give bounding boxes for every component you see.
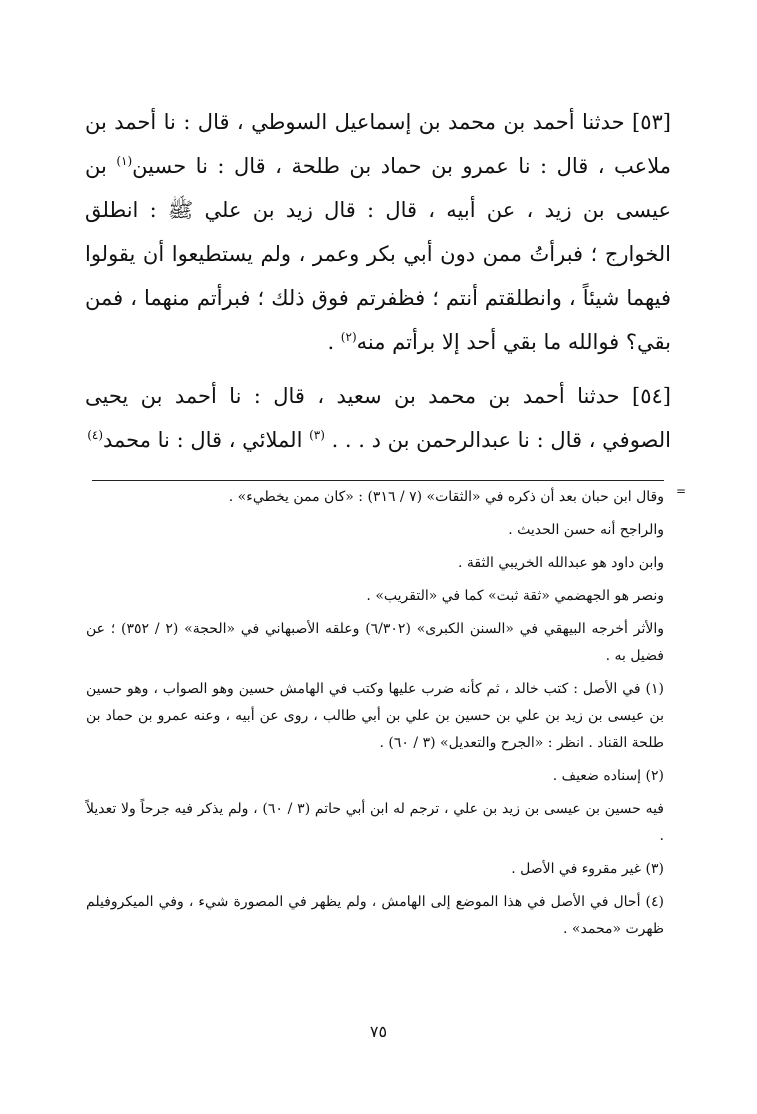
p54-text-2: الملائي ، قال : نا محمد bbox=[103, 428, 310, 452]
footnote-ref-3: (٣) bbox=[309, 428, 325, 442]
footnotes bbox=[86, 484, 664, 949]
footnote-line: والراجح أنه حسن الحديث . bbox=[508, 522, 664, 538]
footnote-2: (٢) إسناده ضعيف . bbox=[552, 768, 664, 784]
footnote-2-detail: فيه حسين بن عيسى بن زيد بن علي ، ترجم له ابن أبي حاتم (٣ / ٦٠) ، ولم يذكر فيه جرحاً ولا تعديلاً . bbox=[86, 801, 664, 844]
footnote-4: (٤) أحال في الأصل في هذا الموضع إلى الهامش ، ولم يظهر في المصورة شيء ، وفي الميكروفيلم ظهرت «محمد» . bbox=[86, 894, 664, 937]
main-text bbox=[85, 100, 671, 472]
p53-text-3: . bbox=[327, 330, 341, 354]
p54-text-1: [٥٤] حدثنا أحمد بن محمد بن سعيد ، قال : نا أحمد بن يحيى الصوفي ، قال : نا عبدالرحمن بن د . . . bbox=[85, 384, 671, 452]
paragraph-54 bbox=[85, 374, 671, 462]
footnote-separator bbox=[92, 480, 664, 481]
p53-text-2: بن عيسى بن زيد ، عن أبيه ، قال : قال زيد بن علي ﷺ : انطلق الخوارج ؛ فبرأتُ ممن دون أبي بكر وعمر ، ولم يستطيعوا أن يقولوا فيهما شيئاً ، وانطلقتم أنتم ؛ فظفرتم فوق ذلك ؛ فبرأتم منهما ، فمن بقي؟ فوالله ما بقي أحد إلا برأتم منه bbox=[85, 154, 671, 354]
footnote-ref-2: (٢) bbox=[340, 330, 357, 344]
continuation-mark: = bbox=[676, 484, 687, 498]
footnote-line: والأثر أخرجه البيهقي في «السنن الكبرى» (٦/٣٠٢) وعلقه الأصبهاني في «الحجة» (٢ / ٣٥٢) ؛ عن فضيل به . bbox=[86, 621, 664, 664]
p53-text-1: [٥٣] حدثنا أحمد بن محمد بن إسماعيل السوطي ، قال : نا أحمد بن ملاعب ، قال : نا عمرو بن حماد بن طلحة ، قال : نا حسين bbox=[85, 110, 671, 178]
footnote-1: (١) في الأصل : كتب خالد ، ثم كأنه ضرب عليها وكتب في الهامش حسين وهو الصواب ، وهو حسين بن عيسى بن زيد بن علي بن حسين بن علي بن أبي طالب ، روى عن أبيه ، وعنه عمرو بن حماد بن طلحة القناد . انظر : «الجرح والتعديل» (٣ / ٦٠) . bbox=[86, 681, 664, 751]
footnote-ref-1: (١) bbox=[116, 154, 133, 168]
page-number: ٧٥ bbox=[369, 1022, 388, 1041]
paragraph-53 bbox=[85, 100, 671, 364]
footnote-line: وابن داود هو عبدالله الخريبي الثقة . bbox=[458, 555, 664, 571]
footnote-line: ونصر هو الجهضمي «ثقة ثبت» كما في «التقريب» . bbox=[366, 588, 664, 604]
footnote-3: (٣) غير مقروء في الأصل . bbox=[511, 861, 664, 877]
footnote-line: وقال ابن حبان بعد أن ذكره في «الثقات» (٧ / ٣١٦) : «كان ممن يخطيء» . bbox=[228, 489, 664, 505]
footnote-ref-4: (٤) bbox=[87, 428, 104, 442]
